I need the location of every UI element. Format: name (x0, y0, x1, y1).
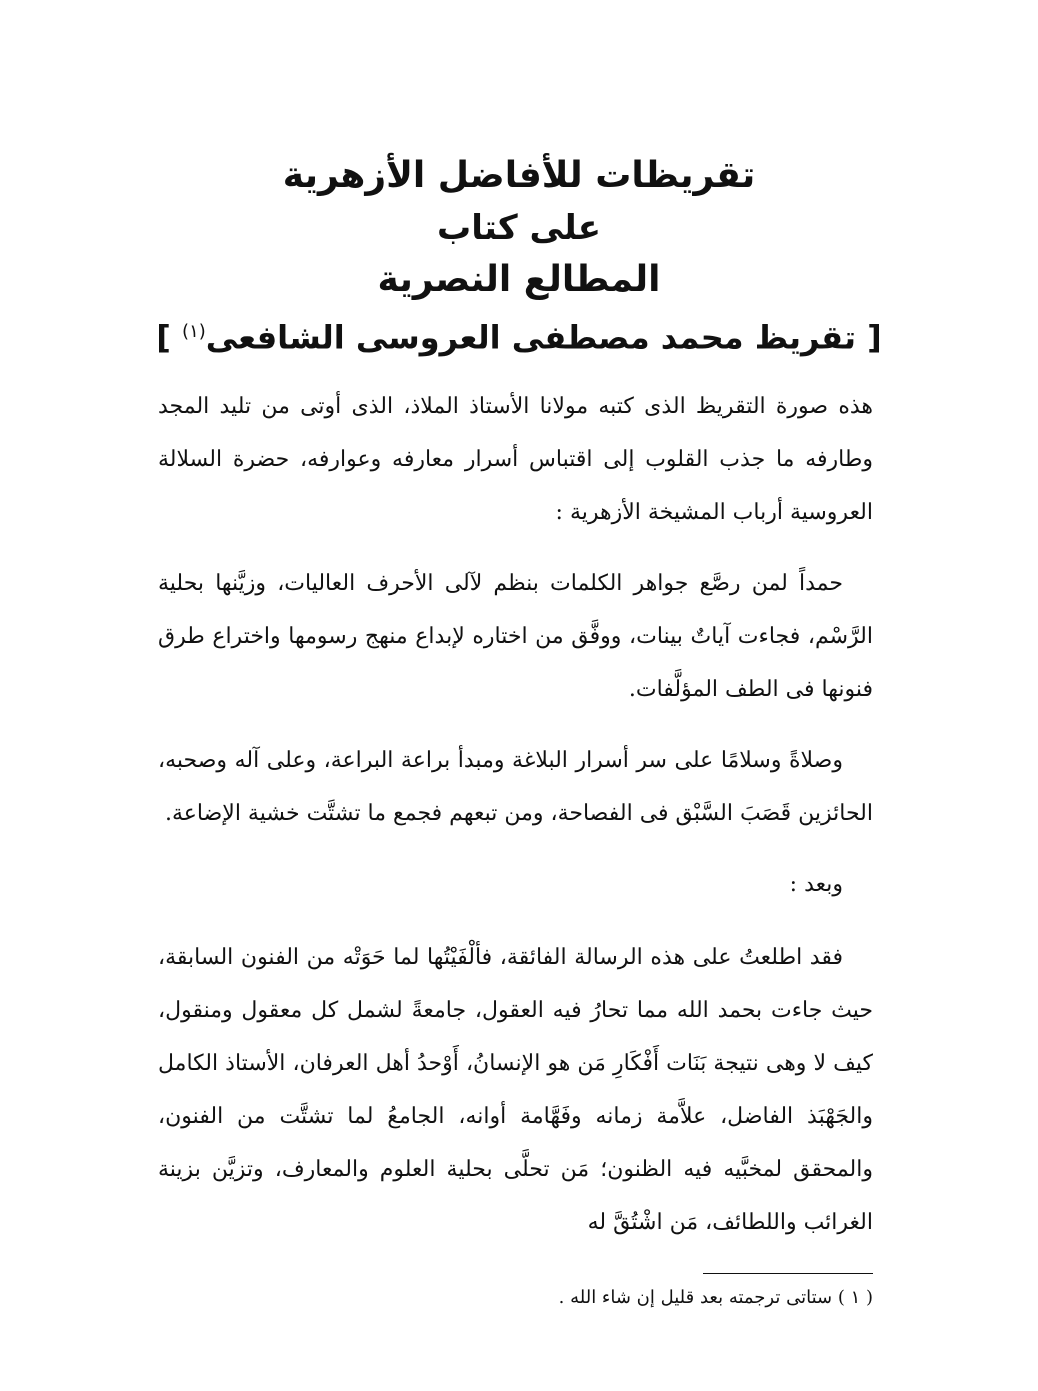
paragraph-main: فقد اطلعتُ على هذه الرسالة الفائقة، فألْفَيْتُها لما حَوَتْه من الفنون السابقة، حيث جاءت بحمد الله مما تحارُ فيه العقول، جامعةً لشمل كل معقول ومنقول، كيف لا وهى نتيجة بَنَات أَفْكَارِ مَن هو الإنسانُ، أَوْحدُ أهل العرفان، الأستاذ الكامل والجَهْبَذ الفاضل، علاَّمة زمانه وفَهَّامة أوانه، الجامعُ لما تشتَّت من الفنون، والمحقق لمخبَّيه فيه الظنون؛ مَن تحلَّى بحلية العلوم والمعارف، وتزيَّن بزينة الغرائب واللطائف، مَن اشْتُقَّ له (158, 945, 873, 1235)
footnote: ( ١ ) ستاتى ترجمته بعد قليل إن شاء الله . (558, 1287, 873, 1308)
heading-line-4-close: ] (156, 318, 183, 357)
body-text (158, 380, 873, 1267)
paragraph-wabad: وبعد : (789, 872, 843, 897)
heading-line-4 (0, 306, 1038, 358)
heading-line-4-text: [ تقريظ محمد مصطفى العروسى الشافعى (205, 318, 882, 357)
heading-line-2: على كتاب (437, 208, 601, 248)
heading-line-3: المطالع النصرية (377, 259, 661, 300)
paragraph-intro: هذه صورة التقريظ الذى كتبه مولانا الأستاذ الملاذ، الذى أوتى من تليد المجد وطارفه ما جذب القلوب إلى اقتباس أسرار معارفه وعوارفه، حضرة السلالة العروسية أرباب المشيخة الأزهرية : (158, 394, 873, 525)
title-block (0, 150, 1038, 358)
footnote-reference: (١) (182, 321, 206, 342)
paragraph-salat: وصلاةً وسلامًا على سر أسرار البلاغة ومبدأ براعة البراعة، وعلى آله وصحبه، الحائزين قَصَبَ السَّبْق فى الفصاحة، ومن تبعهم فجمع ما تشتَّت خشية الإضاعة. (158, 748, 873, 826)
paragraph-hamd: حمداً لمن رصَّع جواهر الكلمات بنظم لآلى الأحرف العاليات، وزيَّنها بحلية الرَّسْم، فجاءت آياتٌ بينات، ووفَّق من اختاره لإبداع منهج رسومها واختراع طرق فنونها فى الطف المؤلَّفات. (158, 571, 873, 702)
heading-line-1: تقريظات للأفاضل الأزهرية (282, 155, 756, 196)
footnote-divider (703, 1273, 873, 1274)
